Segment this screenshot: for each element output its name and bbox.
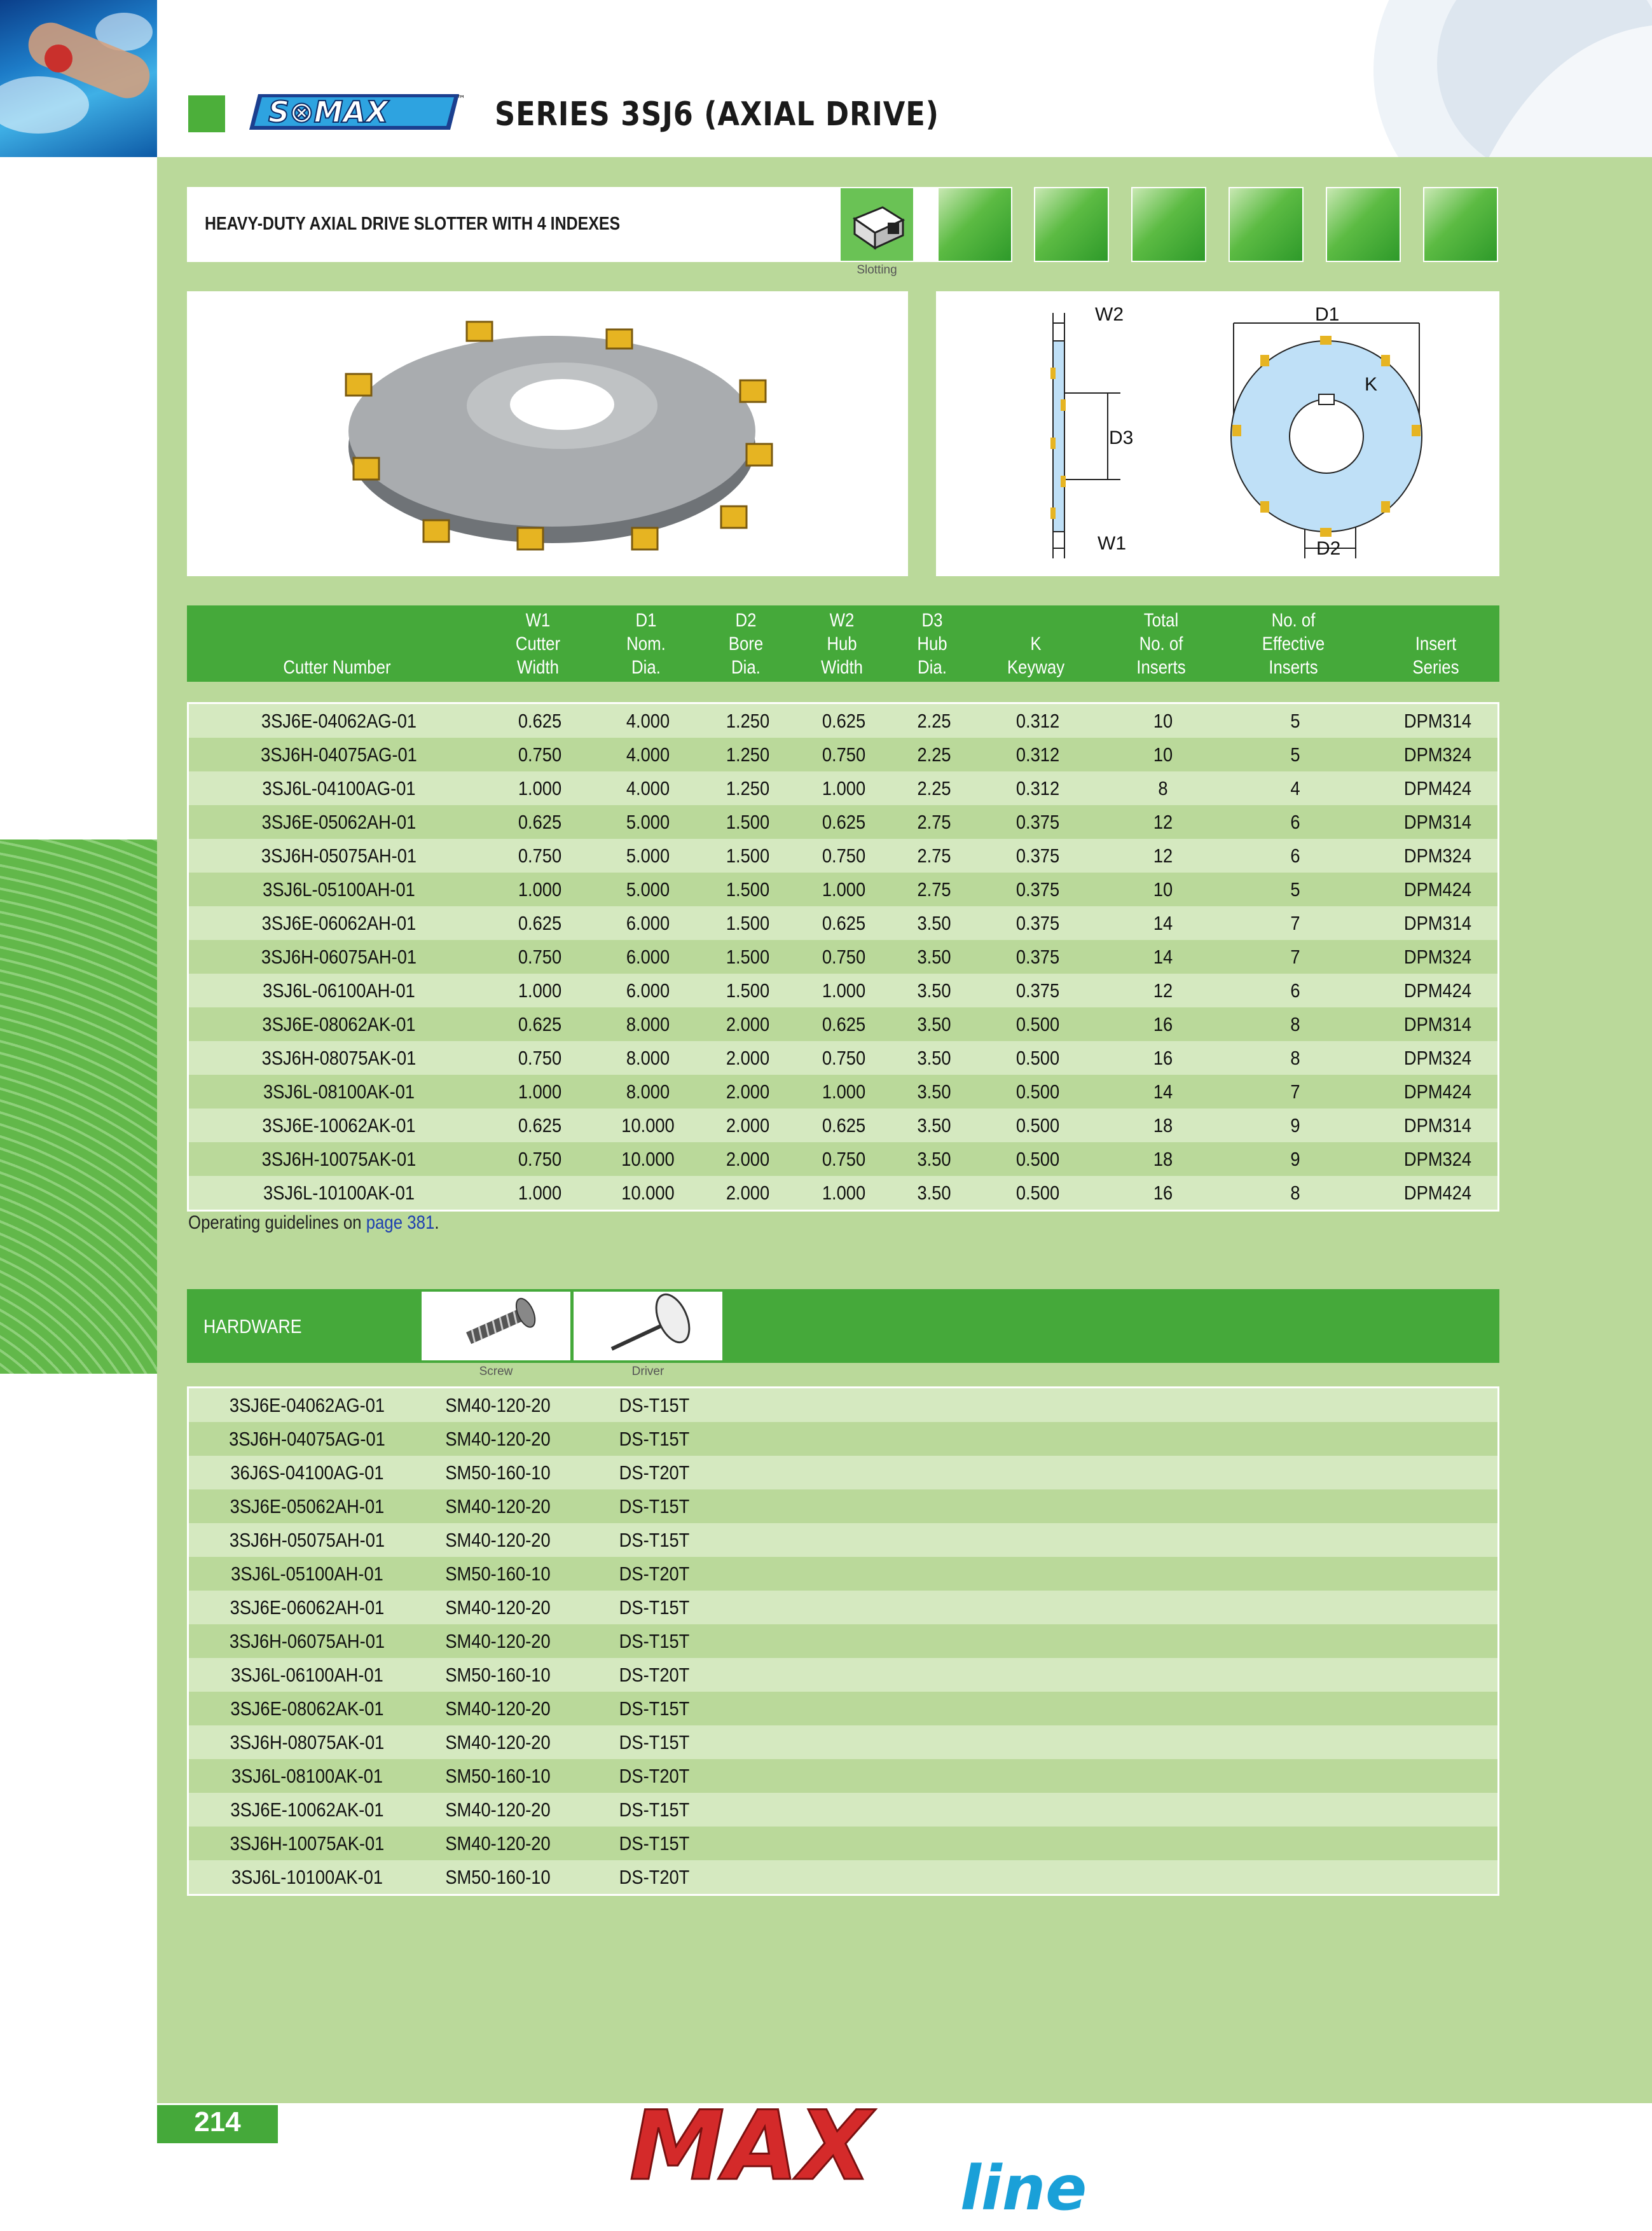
table-row — [189, 1142, 1497, 1176]
table-cell: 3SJ6L-05100AH-01 — [263, 878, 415, 901]
hardware-cell: 3SJ6H-05075AH-01 — [229, 1529, 385, 1551]
table-cell: DPM314 — [1403, 1114, 1472, 1136]
table-cell: 5.000 — [626, 811, 670, 833]
driver-icon — [574, 1292, 722, 1360]
label-k: K — [1365, 374, 1378, 395]
table-cell: 3SJ6H-06075AH-01 — [261, 946, 417, 968]
screw-icon — [422, 1292, 570, 1360]
table-cell: 1.000 — [822, 1182, 866, 1204]
hardware-cell: SM50-160-10 — [445, 1461, 551, 1484]
hardware-row — [189, 1793, 1497, 1827]
slotting-application-icon — [839, 187, 914, 262]
table-cell: 0.375 — [1015, 946, 1060, 968]
table-row — [189, 873, 1497, 906]
hardware-cell: DS-T15T — [619, 1495, 690, 1517]
table-cell: 6 — [1290, 979, 1300, 1002]
table-cell: 1.000 — [822, 777, 866, 799]
cutter-photo — [187, 291, 908, 576]
hardware-cell: DS-T15T — [619, 1799, 690, 1821]
table-cell: 0.500 — [1015, 1013, 1060, 1035]
table-cell: 0.500 — [1015, 1047, 1060, 1069]
hardware-cell: SM50-160-10 — [445, 1563, 551, 1585]
table-cell: 0.625 — [822, 1013, 866, 1035]
table-cell: 14 — [1153, 1081, 1173, 1103]
hardware-cell: SM40-120-20 — [445, 1799, 551, 1821]
hardware-cell: DS-T15T — [619, 1630, 690, 1652]
hardware-cell: SM40-120-20 — [445, 1529, 551, 1551]
label-w1: W1 — [1098, 533, 1126, 554]
table-cell: 7 — [1290, 912, 1300, 934]
table-cell: 0.625 — [518, 811, 562, 833]
table-cell: 4 — [1290, 777, 1300, 799]
table-cell: 1.000 — [518, 1182, 562, 1204]
table-row — [189, 771, 1497, 805]
table-cell: 3.50 — [917, 979, 951, 1002]
table-row — [189, 704, 1497, 738]
table-row — [189, 805, 1497, 839]
hardware-cell: 3SJ6E-05062AH-01 — [230, 1495, 385, 1517]
hardware-row — [189, 1725, 1497, 1759]
table-cell: 0.375 — [1015, 878, 1060, 901]
hardware-row — [189, 1489, 1497, 1523]
hardware-cell: 3SJ6H-04075AG-01 — [229, 1428, 385, 1450]
table-cell: 10.000 — [621, 1114, 675, 1136]
screw-label: Screw — [479, 1365, 513, 1378]
table-cell: 0.750 — [518, 946, 562, 968]
table-cell: 3.50 — [917, 1148, 951, 1170]
page-title: SERIES 3SJ6 (AXIAL DRIVE) — [495, 95, 939, 134]
hardware-row — [189, 1827, 1497, 1860]
hardware-row — [189, 1860, 1497, 1894]
page-number: 214 — [194, 2106, 241, 2138]
application-icon-empty — [1131, 187, 1206, 262]
hardware-cell: 3SJ6L-06100AH-01 — [231, 1664, 383, 1686]
table-row — [189, 1075, 1497, 1109]
dimension-drawing — [936, 291, 1499, 576]
hardware-cell: DS-T15T — [619, 1596, 690, 1619]
hardware-cell: 3SJ6H-10075AK-01 — [230, 1832, 385, 1855]
table-cell: 14 — [1153, 946, 1173, 968]
hardware-row — [189, 1692, 1497, 1725]
table-row — [189, 1109, 1497, 1142]
table-cell: 12 — [1153, 979, 1173, 1002]
table-cell: 2.75 — [917, 811, 951, 833]
hardware-cell: SM50-160-10 — [445, 1866, 551, 1888]
table-cell: 8 — [1290, 1047, 1300, 1069]
slotting-label: Slotting — [857, 263, 897, 277]
table-cell: 2.75 — [917, 845, 951, 867]
hardware-cell: SM50-160-10 — [445, 1765, 551, 1787]
table-cell: 12 — [1153, 845, 1173, 867]
table-cell: 12 — [1153, 811, 1173, 833]
hardware-cell: DS-T20T — [619, 1866, 690, 1888]
column-header: W2 Hub Width — [821, 610, 863, 678]
table-cell: 0.375 — [1015, 912, 1060, 934]
table-cell: 1.000 — [518, 878, 562, 901]
table-cell: 0.375 — [1015, 979, 1060, 1002]
table-cell: 3SJ6L-06100AH-01 — [263, 979, 415, 1002]
table-cell: 1.250 — [726, 777, 770, 799]
column-header: Cutter Number — [283, 657, 391, 678]
table-cell: DPM314 — [1403, 1013, 1472, 1035]
table-cell: 0.750 — [822, 743, 866, 766]
table-cell: 4.000 — [626, 777, 670, 799]
table-cell: 10.000 — [621, 1182, 675, 1204]
hardware-cell: DS-T15T — [619, 1832, 690, 1855]
hardware-header — [187, 1289, 1499, 1363]
table-cell: 3SJ6H-05075AH-01 — [261, 845, 417, 867]
table-cell: 3.50 — [917, 1114, 951, 1136]
application-icon-empty — [937, 187, 1012, 262]
table-cell: 16 — [1153, 1013, 1173, 1035]
table-cell: 0.375 — [1015, 845, 1060, 867]
table-cell: 8.000 — [626, 1013, 670, 1035]
table-cell: 10 — [1153, 878, 1173, 901]
table-cell: 8.000 — [626, 1081, 670, 1103]
column-header: D3 Hub Dia. — [917, 610, 947, 678]
table-cell: 0.625 — [518, 1013, 562, 1035]
table-cell: 18 — [1153, 1148, 1173, 1170]
table-cell: 3SJ6L-04100AG-01 — [262, 777, 416, 799]
hardware-row — [189, 1624, 1497, 1658]
hardware-row — [189, 1759, 1497, 1793]
hardware-cell: DS-T20T — [619, 1765, 690, 1787]
table-cell: 0.312 — [1015, 777, 1060, 799]
table-cell: 0.750 — [822, 1047, 866, 1069]
hardware-cell: SM50-160-10 — [445, 1664, 551, 1686]
table-cell: 0.750 — [822, 946, 866, 968]
table-cell: 0.500 — [1015, 1114, 1060, 1136]
table-cell: 0.625 — [822, 1114, 866, 1136]
decorative-circle-graphic — [1297, 0, 1652, 159]
table-cell: 0.625 — [518, 1114, 562, 1136]
table-cell: 9 — [1290, 1148, 1300, 1170]
table-cell: DPM424 — [1403, 1182, 1472, 1204]
table-cell: 1.250 — [726, 743, 770, 766]
hardware-cell: SM40-120-20 — [445, 1697, 551, 1720]
application-icon-empty — [1229, 187, 1304, 262]
hardware-row — [189, 1658, 1497, 1692]
table-cell: 3SJ6L-08100AK-01 — [263, 1081, 415, 1103]
table-cell: 2.000 — [726, 1081, 770, 1103]
hardware-cell: SM40-120-20 — [445, 1832, 551, 1855]
table-cell: 6 — [1290, 811, 1300, 833]
table-cell: DPM324 — [1403, 743, 1472, 766]
table-cell: 10 — [1153, 710, 1173, 732]
table-cell: 1.500 — [726, 878, 770, 901]
table-cell: 1.250 — [726, 710, 770, 732]
hardware-row — [189, 1422, 1497, 1456]
table-cell: DPM324 — [1403, 1148, 1472, 1170]
column-header: D2 Bore Dia. — [728, 610, 764, 678]
decorative-wave-pattern — [0, 839, 157, 1374]
table-cell: 3SJ6H-10075AK-01 — [261, 1148, 416, 1170]
table-cell: 0.625 — [822, 710, 866, 732]
table-cell: DPM314 — [1403, 811, 1472, 833]
hardware-cell: DS-T15T — [619, 1428, 690, 1450]
table-cell: DPM424 — [1403, 878, 1472, 901]
hardware-cell: SM40-120-20 — [445, 1428, 551, 1450]
table-cell: 0.750 — [518, 1148, 562, 1170]
trademark: ™ — [457, 94, 465, 104]
somax-logo — [249, 89, 465, 136]
table-cell: 1.500 — [726, 912, 770, 934]
table-cell: 5.000 — [626, 878, 670, 901]
table-cell: 0.750 — [822, 845, 866, 867]
hardware-cell: DS-T20T — [619, 1563, 690, 1585]
table-cell: 0.750 — [822, 1148, 866, 1170]
table-cell: 3.50 — [917, 1081, 951, 1103]
table-cell: 0.312 — [1015, 743, 1060, 766]
table-cell: 0.625 — [518, 710, 562, 732]
table-cell: 0.500 — [1015, 1148, 1060, 1170]
table-row — [189, 839, 1497, 873]
table-cell: 0.625 — [822, 912, 866, 934]
hardware-cell: 3SJ6H-06075AH-01 — [229, 1630, 385, 1652]
application-icon-empty — [1034, 187, 1109, 262]
hardware-row — [189, 1456, 1497, 1489]
page-link[interactable]: page 381 — [366, 1212, 435, 1233]
hardware-title: HARDWARE — [203, 1315, 302, 1337]
hardware-cell: 3SJ6E-08062AK-01 — [230, 1697, 384, 1720]
table-cell: 3SJ6H-08075AK-01 — [261, 1047, 416, 1069]
maxline-line: line — [960, 2153, 1087, 2224]
hardware-cell: 3SJ6H-08075AK-01 — [230, 1731, 385, 1753]
maxline-logo — [623, 2099, 1157, 2231]
table-cell: 0.500 — [1015, 1182, 1060, 1204]
hardware-cell: DS-T15T — [619, 1697, 690, 1720]
label-w2: W2 — [1095, 304, 1124, 325]
hardware-cell: DS-T15T — [619, 1394, 690, 1416]
table-cell: 6 — [1290, 845, 1300, 867]
hardware-cell: DS-T15T — [619, 1529, 690, 1551]
table-row — [189, 974, 1497, 1007]
table-cell: DPM314 — [1403, 710, 1472, 732]
table-cell: 3.50 — [917, 1182, 951, 1204]
hardware-cell: 3SJ6L-10100AK-01 — [231, 1866, 383, 1888]
table-cell: 0.312 — [1015, 710, 1060, 732]
table-cell: 8.000 — [626, 1047, 670, 1069]
column-header: W1 Cutter Width — [515, 610, 561, 678]
table-cell: 16 — [1153, 1182, 1173, 1204]
table-cell: 2.000 — [726, 1047, 770, 1069]
table-cell: 3.50 — [917, 912, 951, 934]
table-cell: 4.000 — [626, 743, 670, 766]
table-cell: 2.25 — [917, 777, 951, 799]
label-d1: D1 — [1315, 304, 1340, 325]
table-cell: 9 — [1290, 1114, 1300, 1136]
table-cell: 3.50 — [917, 1047, 951, 1069]
table-cell: 0.750 — [518, 743, 562, 766]
hardware-row — [189, 1523, 1497, 1557]
hardware-cell: 3SJ6E-04062AG-01 — [229, 1394, 385, 1416]
table-cell: 3.50 — [917, 1013, 951, 1035]
hardware-cell: DS-T20T — [619, 1461, 690, 1484]
table-cell: 2.000 — [726, 1013, 770, 1035]
table-row — [189, 738, 1497, 771]
table-cell: 8 — [1290, 1182, 1300, 1204]
application-icon-empty — [1326, 187, 1401, 262]
table-cell: 1.500 — [726, 845, 770, 867]
table-cell: 6.000 — [626, 946, 670, 968]
table-cell: 4.000 — [626, 710, 670, 732]
table-cell: 1.500 — [726, 946, 770, 968]
table-row — [189, 906, 1497, 940]
table-cell: 3SJ6E-04062AG-01 — [261, 710, 417, 732]
driver-label: Driver — [631, 1365, 664, 1378]
hardware-cell: 3SJ6E-06062AH-01 — [230, 1596, 385, 1619]
hardware-cell: 36J6S-04100AG-01 — [230, 1461, 384, 1484]
table-cell: 2.75 — [917, 878, 951, 901]
hardware-cell: DS-T15T — [619, 1731, 690, 1753]
table-cell: 1.000 — [822, 1081, 866, 1103]
table-cell: 5 — [1290, 878, 1300, 901]
label-d3: D3 — [1109, 427, 1134, 448]
table-cell: 6.000 — [626, 979, 670, 1002]
table-cell: 10.000 — [621, 1148, 675, 1170]
maxline-max: MAX — [630, 2099, 872, 2202]
table-cell: DPM424 — [1403, 1081, 1472, 1103]
table-cell: DPM324 — [1403, 845, 1472, 867]
table-cell: 2.25 — [917, 743, 951, 766]
table-cell: 5 — [1290, 743, 1300, 766]
table-cell: 5.000 — [626, 845, 670, 867]
hardware-cell: SM40-120-20 — [445, 1731, 551, 1753]
label-d2: D2 — [1316, 538, 1341, 559]
table-cell: 2.000 — [726, 1182, 770, 1204]
hardware-row — [189, 1388, 1497, 1422]
table-cell: 0.375 — [1015, 811, 1060, 833]
table-cell: 2.25 — [917, 710, 951, 732]
table-cell: 0.625 — [822, 811, 866, 833]
column-header: K Keyway — [1007, 633, 1065, 678]
table-cell: 1.000 — [822, 878, 866, 901]
table-cell: 3SJ6E-10062AK-01 — [262, 1114, 416, 1136]
table-cell: 1.000 — [518, 1081, 562, 1103]
hardware-row — [189, 1557, 1497, 1591]
table-cell: 8 — [1158, 777, 1168, 799]
table-cell: 7 — [1290, 1081, 1300, 1103]
table-cell: 3SJ6E-08062AK-01 — [262, 1013, 416, 1035]
spec-table — [187, 702, 1499, 1212]
column-header: Insert Series — [1412, 633, 1459, 678]
table-cell: 7 — [1290, 946, 1300, 968]
table-cell: DPM424 — [1403, 979, 1472, 1002]
column-header: D1 Nom. Dia. — [626, 610, 666, 678]
hardware-cell: 3SJ6L-08100AK-01 — [231, 1765, 383, 1787]
table-row — [189, 940, 1497, 974]
table-cell: 3SJ6H-04075AG-01 — [261, 743, 417, 766]
section-marker — [188, 95, 225, 132]
table-cell: 1.500 — [726, 811, 770, 833]
table-cell: 16 — [1153, 1047, 1173, 1069]
table-cell: 3.50 — [917, 946, 951, 968]
feature-description: HEAVY-DUTY AXIAL DRIVE SLOTTER WITH 4 INDEXES — [205, 214, 621, 234]
hardware-table — [187, 1386, 1499, 1896]
table-cell: 2.000 — [726, 1114, 770, 1136]
table-cell: 3SJ6E-06062AH-01 — [261, 912, 416, 934]
table-cell: 0.750 — [518, 1047, 562, 1069]
table-cell: 1.000 — [518, 777, 562, 799]
table-cell: 0.500 — [1015, 1081, 1060, 1103]
hardware-cell: DS-T20T — [619, 1664, 690, 1686]
table-cell: 14 — [1153, 912, 1173, 934]
table-cell: 8 — [1290, 1013, 1300, 1035]
table-cell: DPM314 — [1403, 912, 1472, 934]
table-cell: 6.000 — [626, 912, 670, 934]
table-cell: 1.000 — [822, 979, 866, 1002]
table-row — [189, 1176, 1497, 1210]
hardware-row — [189, 1591, 1497, 1624]
column-header: Total No. of Inserts — [1136, 610, 1186, 678]
swimmer-photo — [0, 0, 157, 157]
hardware-cell: 3SJ6E-10062AK-01 — [230, 1799, 384, 1821]
hardware-cell: SM40-120-20 — [445, 1394, 551, 1416]
logo-text: S⊗MAX — [268, 95, 389, 129]
table-row — [189, 1041, 1497, 1075]
table-cell: DPM324 — [1403, 1047, 1472, 1069]
table-cell: 3SJ6E-05062AH-01 — [261, 811, 416, 833]
table-cell: 1.000 — [518, 979, 562, 1002]
hardware-cell: 3SJ6L-05100AH-01 — [231, 1563, 383, 1585]
hardware-cell: SM40-120-20 — [445, 1630, 551, 1652]
table-cell: DPM424 — [1403, 777, 1472, 799]
application-icon-empty — [1423, 187, 1498, 262]
column-header: No. of Effective Inserts — [1262, 610, 1325, 678]
hardware-cell: SM40-120-20 — [445, 1596, 551, 1619]
table-cell: 1.500 — [726, 979, 770, 1002]
table-row — [189, 1007, 1497, 1041]
table-cell: 2.000 — [726, 1148, 770, 1170]
hardware-cell: SM40-120-20 — [445, 1495, 551, 1517]
table-cell: 0.750 — [518, 845, 562, 867]
table-cell: 10 — [1153, 743, 1173, 766]
table-cell: DPM324 — [1403, 946, 1472, 968]
table-cell: 3SJ6L-10100AK-01 — [263, 1182, 415, 1204]
table-cell: 18 — [1153, 1114, 1173, 1136]
table-cell: 0.625 — [518, 912, 562, 934]
table-cell: 5 — [1290, 710, 1300, 732]
operating-guidelines: Operating guidelines on page 381. — [188, 1212, 439, 1233]
